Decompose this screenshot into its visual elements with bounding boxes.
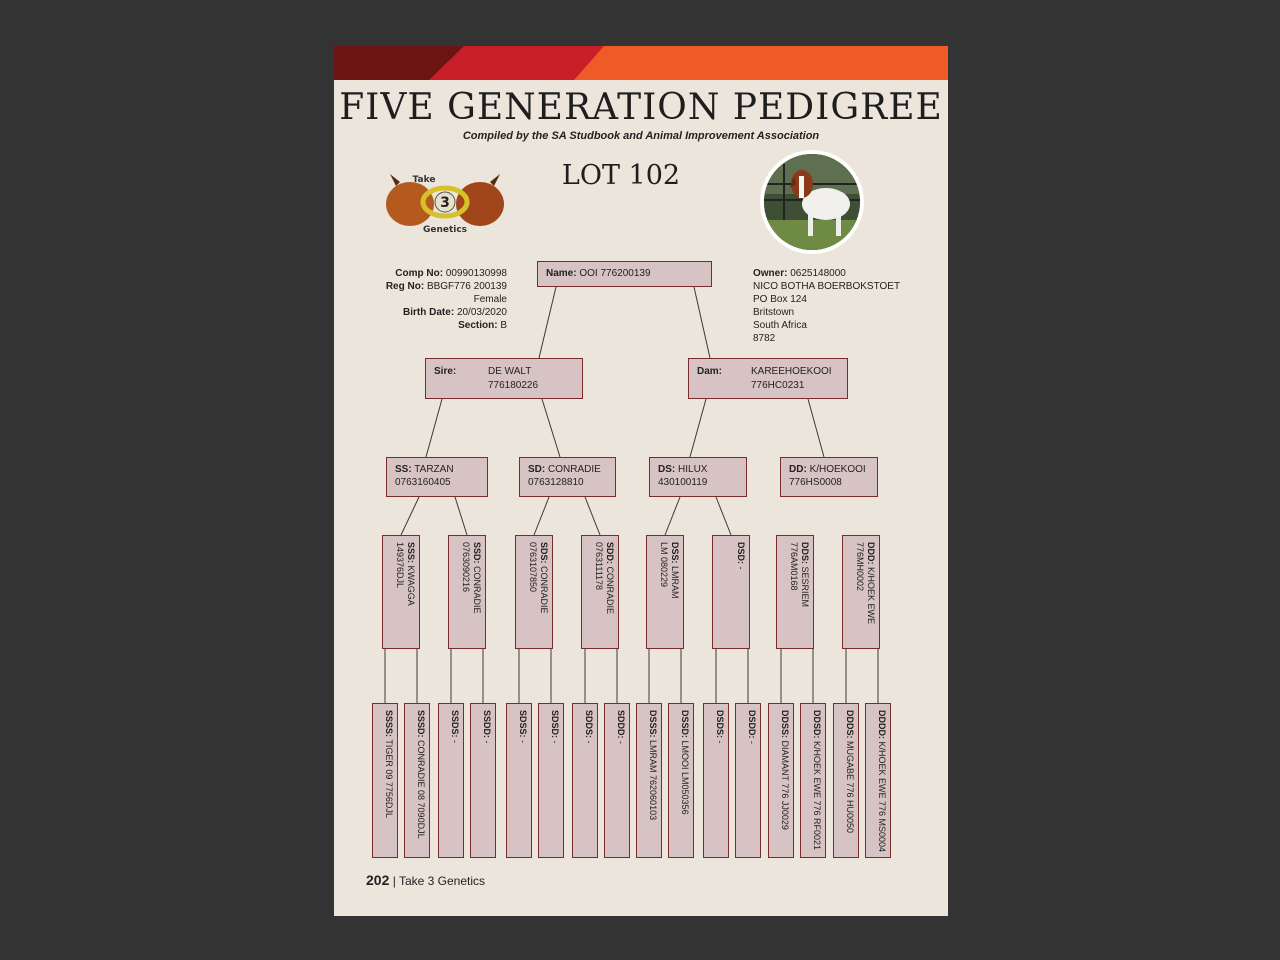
dd-box: DD: K/HOEKOOI 776HS0008 [780,457,878,497]
gen4-box-sddd: SDDD: - [604,703,630,858]
svg-text:3: 3 [440,195,450,211]
sire-box: Sire: DE WALT 776180226 [425,358,583,399]
gen3-box-dds: DDS: SESRIEM 776AM0168 [776,535,814,649]
gen3-box-ssd: SSD: CONRADIE 0763090216 [448,535,486,649]
gen4-box-ssds: SSDS: - [438,703,464,858]
lot-number: LOT 102 [561,160,681,191]
page-subtitle: Compiled by the SA Studbook and Animal Improvement Association [462,130,820,142]
animal-details: Comp No: 00990130998 Reg No: BBGF776 200139 Female Birth Date: 20/03/2020 Section: B [385,268,507,331]
gen4-box-dsss: DSSS: LMRAM 762060103 [636,703,662,858]
gen3-box-sdd: SDD: CONRADIE 0763111178 [581,535,619,649]
ds-box: DS: HILUX 430100119 [649,457,747,497]
gen4-box-ddds: DDDS: MUGABE 776 HU0050 [833,703,859,858]
gen3-box-ddd: DDD: K/HOEK EWE 776MH0002 [842,535,880,649]
gen4-box-sdds: SDDS: - [572,703,598,858]
gen4-box-sdss: SDSS: - [506,703,532,858]
gen3-box-sds: SDS: CONRADIE 0763107850 [515,535,553,649]
gen4-box-ssdd: SSDD: - [470,703,496,858]
sd-box: SD: CONRADIE 0763128810 [519,457,616,497]
gen4-box-dddd: DDDD: K/HOEK EWE 776 MS0004 [865,703,891,858]
gen3-box-dsd: DSD: - [712,535,750,649]
svg-text:Take: Take [412,175,436,185]
gen4-box-dsds: DSDS: - [703,703,729,858]
gen4-box-dssd: DSSD: LMOOI LM050356 [668,703,694,858]
dam-box: Dam: KAREEHOEKOOI 776HC0231 [688,358,848,399]
page-title: FIVE GENERATION PEDIGREE [339,87,943,128]
gen3-box-sss: SSS: KWAGGA 149376DJL [382,535,420,649]
animal-name-box: Name: OOI 776200139 [537,261,712,287]
owner-details: Owner: 0625148000 NICO BOTHA BOERBOKSTOET PO Box 124 Britstown South Africa 8782 [753,268,901,344]
gen4-box-ssss: SSSS: TIGER 09 7756DJL [372,703,398,858]
gen4-box-ddss: DDSS: DIAMANT 776 JJ0029 [768,703,794,858]
page-footer: 202 | Take 3 Genetics [366,872,485,888]
gen4-box-sdsd: SDSD: - [538,703,564,858]
gen4-box-sssd: SSSD: CONRADIE 08 7090DJL [404,703,430,858]
ss-box: SS: TARZAN 0763160405 [386,457,488,497]
gen3-box-dss: DSS: LMRAM LM 080229 [646,535,684,649]
pedigree-page [334,46,948,916]
gen4-box-dsdd: DSDD: - [735,703,761,858]
svg-text:Genetics: Genetics [422,225,468,234]
gen4-box-ddsd: DDSD: K/HOEK EWE 776 RF0021 [800,703,826,858]
